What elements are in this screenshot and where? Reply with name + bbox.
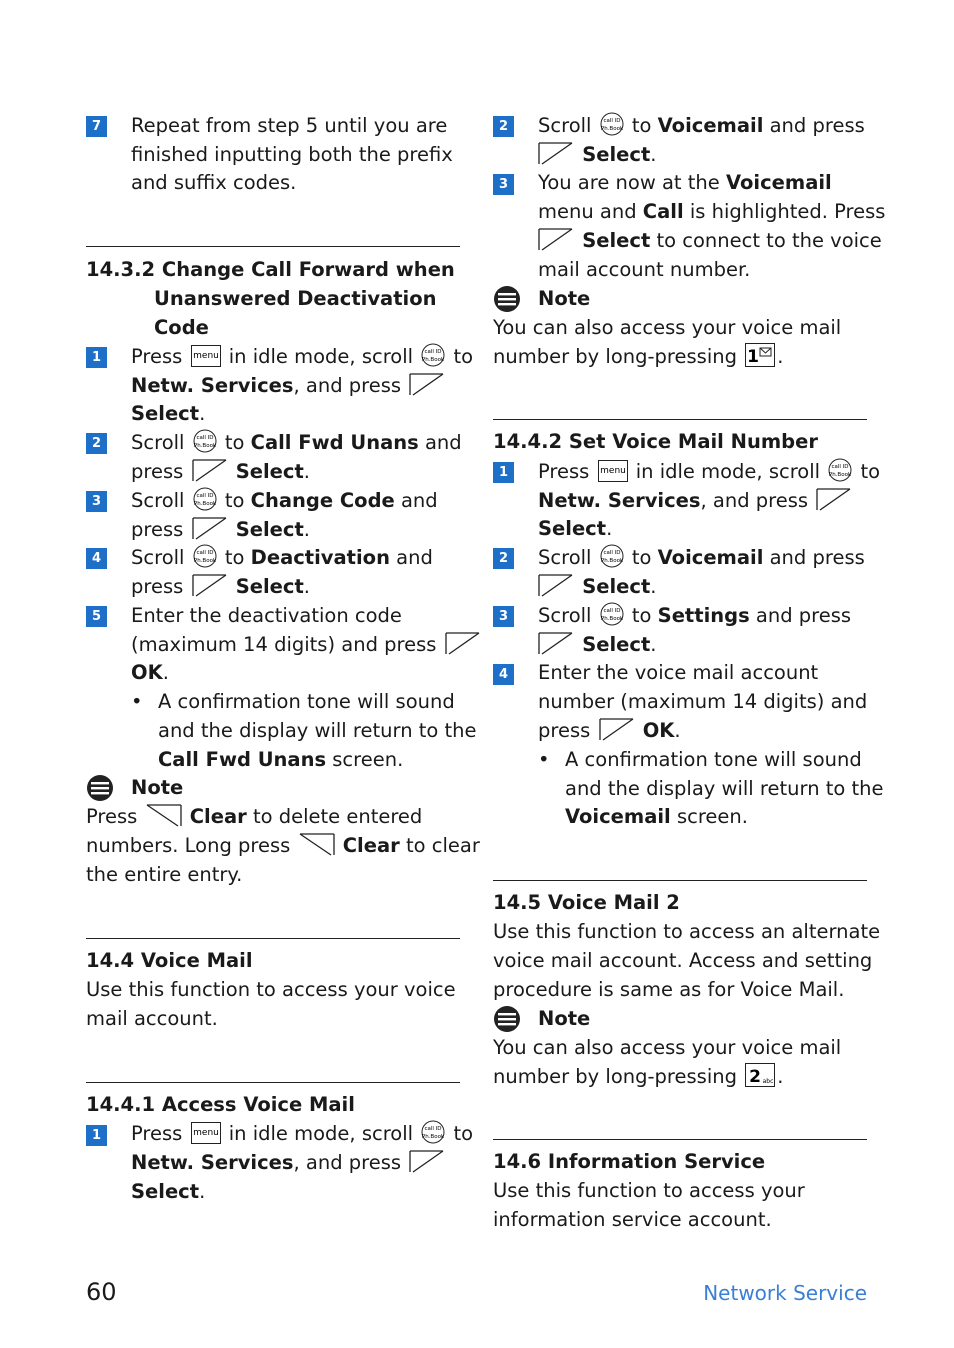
bullet-text: and the display will return to the: [565, 777, 884, 800]
section-divider: [493, 1139, 867, 1140]
step-text: You are now at the Voicemail: [538, 171, 832, 194]
svg-text:Ph.Book: Ph.Book: [193, 558, 216, 564]
page-number: 60: [86, 1278, 117, 1306]
step-number: 2: [493, 116, 514, 137]
section-divider: [493, 419, 867, 420]
step-text: press Select.: [131, 457, 310, 486]
step-number: 2: [86, 433, 107, 454]
step-text: Netw. Services, and press: [538, 486, 854, 515]
menu-key-label: menu: [192, 351, 219, 361]
step-text: Scroll call ID Ph.Book to Voicemail and press: [538, 543, 865, 572]
note-text: You can also access your voice mail: [493, 1036, 842, 1059]
step-text: Press menu in idle mode, scroll call ID Ph.Book to: [538, 457, 880, 486]
note-icon: [493, 285, 521, 313]
note-text: You can also access your voice mail: [493, 316, 842, 339]
step-number: 3: [86, 491, 107, 512]
step-number: 4: [493, 664, 514, 685]
step-text: Scroll call ID Ph.Book to Deactivation and: [131, 543, 433, 572]
step-text: press Select.: [131, 572, 310, 601]
note-title: Note: [538, 1007, 591, 1030]
svg-text:1: 1: [747, 347, 760, 367]
svg-text:call ID: call ID: [196, 435, 214, 441]
bullet-text: Call Fwd Unans screen.: [158, 748, 404, 771]
step-text: (maximum 14 digits) and press: [131, 630, 483, 659]
bullet-text: and the display will return to the: [158, 719, 477, 742]
section-heading: 14.5 Voice Mail 2: [493, 891, 680, 914]
svg-text:menu: menu: [192, 1128, 219, 1138]
section-heading: 14.4 Voice Mail: [86, 949, 253, 972]
svg-text:call ID: call ID: [603, 550, 621, 556]
note-text: number by long-pressing 1 .: [493, 342, 783, 371]
step-number: 5: [86, 606, 107, 627]
left-softkey-icon: [409, 1149, 445, 1181]
note-title: Note: [538, 287, 591, 310]
note-title: Note: [131, 776, 184, 799]
footer-title: Network Service: [703, 1281, 867, 1305]
step-text: Scroll call ID Ph.Book to Settings and press: [538, 601, 851, 630]
body-text: Use this function to access your voice: [86, 978, 456, 1001]
body-text: mail account.: [86, 1007, 218, 1030]
svg-text:Ph.Book: Ph.Book: [422, 357, 445, 363]
right-softkey-icon: [299, 832, 335, 864]
step-text: Enter the deactivation code: [131, 604, 402, 627]
step-text: Press menu in idle mode, scroll call ID Ph.Book to: [131, 1119, 473, 1148]
svg-text:call ID: call ID: [196, 493, 214, 499]
step-number: 3: [493, 174, 514, 195]
step-number: 4: [86, 548, 107, 569]
svg-text:call ID: call ID: [831, 464, 849, 470]
step-text: mail account number.: [538, 258, 751, 281]
text-line: and suffix codes.: [131, 171, 297, 194]
step-text: Netw. Services, and press: [131, 371, 447, 400]
key-1-voicemail-icon: [745, 343, 775, 375]
step-number: 1: [493, 462, 514, 483]
body-text: Use this function to access an alternate: [493, 920, 881, 943]
step-text: press OK.: [538, 716, 681, 745]
left-softkey-icon: [816, 487, 852, 519]
note-text: number by long-pressing 2 abc .: [493, 1062, 783, 1091]
section-divider: [86, 246, 460, 247]
step-text: Scroll call ID Ph.Book to Voicemail and press: [538, 111, 865, 140]
step-text: Select.: [538, 517, 613, 540]
note-icon: [493, 1005, 521, 1033]
body-text: information service account.: [493, 1208, 772, 1231]
step-text: number (maximum 14 digits) and: [538, 690, 868, 713]
section-heading-cont: Unanswered Deactivation: [154, 287, 437, 310]
step-text: OK.: [131, 661, 169, 684]
section-heading: 14.3.2 Change Call Forward when: [86, 258, 455, 281]
step-text: Scroll call ID Ph.Book to Call Fwd Unans and: [131, 428, 462, 457]
step-text: Press menu in idle mode, scroll call ID Ph.Book to: [131, 342, 473, 371]
body-text: Use this function to access your: [493, 1179, 805, 1202]
note-text: numbers. Long press Clear to clear: [86, 831, 480, 860]
section-divider: [86, 938, 460, 939]
bullet-text: A confirmation tone will sound: [565, 748, 862, 771]
svg-text:menu: menu: [599, 466, 626, 476]
svg-text:Ph.Book: Ph.Book: [600, 616, 623, 622]
key-2-icon: [745, 1063, 775, 1095]
svg-text:call ID: call ID: [424, 349, 442, 355]
step-number: 1: [86, 1125, 107, 1146]
step-number: 3: [493, 606, 514, 627]
note-icon: [86, 774, 114, 802]
bullet-text: Voicemail screen.: [565, 805, 748, 828]
bullet: •: [538, 748, 550, 771]
step-number: 7: [86, 116, 107, 137]
step-text: Select.: [538, 572, 656, 601]
step-number: 2: [493, 548, 514, 569]
left-softkey-icon: [445, 631, 481, 663]
step-text: Select.: [538, 630, 656, 659]
step-text: Netw. Services, and press: [131, 1148, 447, 1177]
section-divider: [86, 1082, 460, 1083]
step-text: press Select.: [131, 515, 310, 544]
step-text: Scroll call ID Ph.Book to Change Code and: [131, 486, 438, 515]
body-text: voice mail account. Access and setting: [493, 949, 873, 972]
left-softkey-icon: [409, 372, 445, 404]
svg-text:Ph.Book: Ph.Book: [193, 443, 216, 449]
step-text: Enter the voice mail account: [538, 661, 819, 684]
svg-text:abc: abc: [762, 1078, 774, 1085]
text-line: Repeat from step 5 until you are: [131, 114, 448, 137]
section-heading-cont: Code: [154, 316, 209, 339]
bullet: •: [131, 690, 143, 713]
svg-text:Ph.Book: Ph.Book: [422, 1134, 445, 1140]
svg-text:Ph.Book: Ph.Book: [600, 558, 623, 564]
section-heading: 14.4.2 Set Voice Mail Number: [493, 430, 818, 453]
svg-text:Ph.Book: Ph.Book: [829, 472, 852, 478]
step-text: menu and Call is highlighted. Press: [538, 200, 886, 223]
step-text: Select.: [131, 402, 206, 425]
note-text: Press Clear to delete entered: [86, 802, 422, 831]
bullet-text: A confirmation tone will sound: [158, 690, 455, 713]
section-heading: 14.4.1 Access Voice Mail: [86, 1093, 355, 1116]
svg-text:Ph.Book: Ph.Book: [193, 501, 216, 507]
svg-text:call ID: call ID: [603, 118, 621, 124]
body-text: procedure is same as for Voice Mail.: [493, 978, 845, 1001]
section-heading: 14.6 Information Service: [493, 1150, 766, 1173]
step-text: Select to connect to the voice: [538, 226, 882, 255]
svg-text:call ID: call ID: [424, 1126, 442, 1132]
step-text: Select.: [131, 1180, 206, 1203]
text-line: finished inputting both the prefix: [131, 143, 453, 166]
svg-text:call ID: call ID: [196, 550, 214, 556]
step-number: 1: [86, 347, 107, 368]
svg-text:call ID: call ID: [603, 608, 621, 614]
step-text: Select.: [538, 140, 656, 169]
note-text: the entire entry.: [86, 863, 243, 886]
svg-text:Ph.Book: Ph.Book: [600, 126, 623, 132]
svg-text:2: 2: [749, 1067, 762, 1087]
section-divider: [493, 880, 867, 881]
